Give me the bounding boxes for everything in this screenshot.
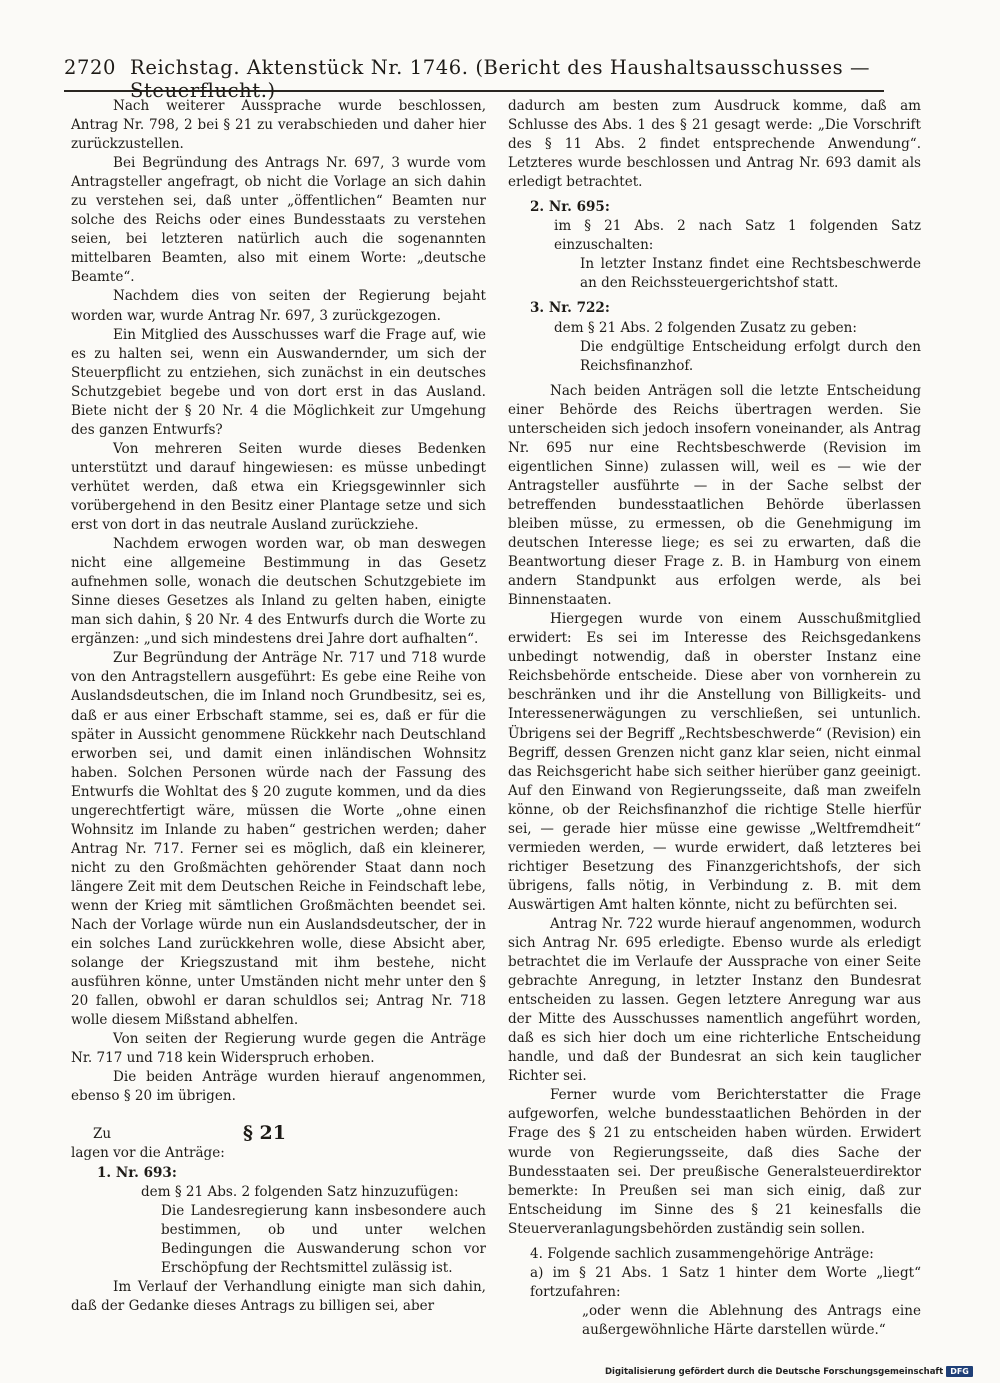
paragraph: dadurch am besten zum Ausdruck komme, daß am Schlusse des Abs. 1 des § 21 gesagt werde: „Die Vorschrift des § 11 Abs. 2 findet entsprechende Anwendung“. Letzteres wurde beschlossen und Antrag Nr. 693 damit als erledigt betrachtet.	[508, 98, 921, 191]
motion-number: 3. Nr. 722:	[530, 300, 610, 317]
list-intro: lagen vor die Anträge:	[71, 1145, 225, 1162]
motion-heading: 4. Folgende sachlich zusammengehörige Anträge:	[530, 1245, 874, 1262]
page-header	[64, 56, 884, 102]
right-column	[508, 97, 921, 1340]
section-title: § 21	[243, 1122, 286, 1145]
paragraph: Nach beiden Anträgen soll die letzte Entscheidung einer Behörde des Reichs übertragen werden. Sie unterscheiden sich jedoch insofern voneinander, als Antrag Nr. 695 nur eine Rechtsbeschwerde (Revision im eigentlichen Sinne) zulassen will, weil es — wie der Antragsteller ausführte — in der Sache selbst der betreffenden bundesstaatlichen Behörde überlassen bleiben müsse, zu ermessen, ob die Genehmigung im deutschen Interesse liege; es sei zu erwarten, daß die Beantwortung dieser Frage z. B. in Hamburg von einem andern Standpunkt aus erfolgen werde, als bei Binnenstaaten.	[508, 382, 921, 609]
credit-text: Digitalisierung gefördert durch die Deutsche Forschungsgemeinschaft	[605, 1366, 944, 1377]
paragraph: Ein Mitglied des Ausschusses warf die Frage auf, wie es zu halten sei, wenn ein Auswandernder, um sich der Steuerpflicht zu entziehen, sich zunächst in ein deutsches Schutzgebiet begebe und von dort erst in das Ausland. Biete nicht der § 20 Nr. 4 die Möglichkeit zur Umgehung des ganzen Entwurfs?	[71, 326, 486, 438]
section-heading	[71, 1106, 486, 1144]
paragraph: Nachdem dies von seiten der Regierung bejaht worden war, wurde Antrag Nr. 697, 3 zurückgezogen.	[71, 288, 486, 324]
paragraph: Im Verlauf der Verhandlung einigte man sich dahin, daß der Gedanke dieses Antrags zu billigen sei, aber	[71, 1278, 486, 1314]
section-zu: Zu	[93, 1126, 112, 1143]
paragraph: Hiergegen wurde von einem Ausschußmitglied erwidert: Es sei im Interesse des Reichsgedankens unbedingt notwendig, daß in oberster Instanz eine Reichsbehörde entscheide. Diese aber von vornherein zu beschränken und ihr die Anstellung von Billigkeits- und Interessenerwägungen zu verschließen, sei untunlich. Übrigens sei der Begriff „Rechtsbeschwerde“ (Revision) ein Begriff, dessen Grenzen nicht ganz klar seien, nicht einmal das Reichsgericht habe sich seither hierüber ganz geeinigt. Auf den Einwand von Regierungsseite, daß man zweifeln könne, ob der Reichsfinanzhof die richtige Stelle hierfür sei, — gerade hier müsse eine gewisse „Weltfremdheit“ vermieden werden, — wurde erwidert, daß letzteres bei richtiger Besetzung des Finanzgerichtshofs, der sich übrigens, falls nötig, in Verbindung z. B. mit dem Auswärtigen Amt halten könnte, nicht zu befürchten sei.	[508, 611, 921, 913]
motion-instruction: dem § 21 Abs. 2 folgenden Zusatz zu geben:	[554, 319, 857, 336]
header-title: Reichstag. Aktenstück Nr. 1746. (Bericht des Haushaltsausschusses — Steuerflucht.)	[130, 56, 871, 102]
motion-instruction: a) im § 21 Abs. 1 Satz 1 hinter dem Worte „liegt“ fortzufahren:	[530, 1264, 921, 1300]
paragraph: Die beiden Anträge wurden hierauf angenommen, ebenso § 20 im übrigen.	[71, 1069, 486, 1105]
paragraph: Zur Begründung der Anträge Nr. 717 und 718 wurde von den Antragstellern ausgeführt: Es gebe eine Reihe von Auslandsdeutschen, die im Inland noch Grundbesitz, sei es, daß er aus einer Erbschaft stamme, sei es, daß er für die später in Aussicht genommene Rückkehr nach Deutschland erworben sei, und damit einen inländischen Wohnsitz haben. Solchen Personen würde nach der Fassung des Entwurfs die Wohltat des § 20 zugute kommen, und da dies ungerechtfertigt wäre, müssen die Worte „ohne einen Wohnsitz im Inlande zu haben“ gestrichen werden; daher Antrag Nr. 717. Ferner sei es möglich, daß ein kleinerer, nicht zu den Großmächten gehörender Staat dann noch längere Zeit mit dem Deutschen Reiche in Feindschaft lebe, wenn der Krieg mit sämtlichen Großmächten beendet sei. Nach der Vorlage würde nun ein Auslandsdeutscher, der in ein solches Land zurückkehren wolle, diese Absicht aber, solange der Kriegszustand mit ihm bestehe, nicht ausführen könne, unter Umständen nicht mehr unter den § 20 fallen, obwohl er daran schuldlos sei; Antrag Nr. 718 wolle diesem Mißstand abhelfen.	[71, 650, 486, 1029]
motion-number: 1. Nr. 693:	[97, 1164, 177, 1181]
motion-text: Die endgültige Entscheidung erfolgt durch den Reichsfinanzhof.	[580, 338, 921, 374]
digitization-credit	[605, 1366, 973, 1377]
paragraph: Nach weiterer Aussprache wurde beschlossen, Antrag Nr. 798, 2 bei § 21 zu verabschieden und daher hier zurückzustellen.	[71, 98, 486, 153]
paragraph: Von seiten der Regierung wurde gegen die Anträge Nr. 717 und 718 kein Widerspruch erhoben.	[71, 1031, 486, 1067]
motion-instruction: dem § 21 Abs. 2 folgenden Satz hinzuzufügen:	[141, 1183, 459, 1200]
paragraph: Antrag Nr. 722 wurde hierauf angenommen, wodurch sich Antrag Nr. 695 erledigte. Ebenso wurde als erledigt betrachtet die im Verlaufe der Aussprache von einer Seite gebrachte Anregung, in letzter Instanz den Bundesrat entscheiden zu lassen. Gegen letztere Anregung war aus der Mitte des Ausschusses namentlich angeführt worden, daß es sich hier doch um eine richterliche Entscheidung handle, und daß der Bundesrat an sich kein tauglicher Richter sei.	[508, 915, 921, 1085]
motion-text: „oder wenn die Ablehnung des Antrags eine außergewöhnliche Härte darstellen würde.“	[582, 1302, 921, 1338]
paragraph: Nachdem erwogen worden war, ob man deswegen nicht eine allgemeine Bestimmung in das Gesetz aufnehmen solle, wonach die deutschen Schutzgebiete im Sinne dieses Gesetzes als Inland zu gelten haben, einigte man sich dahin, § 20 Nr. 4 des Entwurfs durch die Worte zu ergänzen: „und sich mindestens drei Jahre dort aufhalten“.	[71, 536, 486, 648]
motion-text: Die Landesregierung kann insbesondere auch bestimmen, ob und unter welchen Bedingungen die Auswanderung schon vor Erschöpfung der Rechtsmittel zulässig ist.	[161, 1202, 486, 1276]
paragraph: Bei Begründung des Antrags Nr. 697, 3 wurde vom Antragsteller angefragt, ob nicht die Vorlage an sich dahin zu verstehen sei, daß unter „öffentlichen“ Beamten nur solche des Reichs oder eines Bundesstaats zu verstehen seien, bei letzteren natürlich auch die sogenannten mittelbaren Beamten, also mit einem Worte: „deutsche Beamte“.	[71, 155, 486, 286]
left-column	[71, 97, 486, 1316]
paragraph: Von mehreren Seiten wurde dieses Bedenken unterstützt und darauf hingewiesen: es müsse unbedingt verhütet werden, daß etwa ein Kriegsgewinnler sich vorübergehend in den Besitz einer Plantage setze und sich erst von dort in das neutrale Ausland zurückziehe.	[71, 440, 486, 534]
dfg-logo: DFG	[946, 1366, 973, 1377]
motion-number: 2. Nr. 695:	[530, 199, 610, 216]
paragraph: Ferner wurde vom Berichterstatter die Frage aufgeworfen, welche bundesstaatlichen Behörden in der Frage des § 21 zu entscheiden haben würden. Erwidert wurde von Regierungsseite, daß dies Sache der Bundesstaaten sei. Der preußische Generalsteuerdirektor bemerkte: In Preußen sei man sich einig, daß zur Entscheidung im Sinne des § 21 keinesfalls die Steuerveranlagungsbehörden zuständig sein sollen.	[508, 1087, 921, 1237]
page-number: 2720	[64, 56, 117, 79]
motion-instruction: im § 21 Abs. 2 nach Satz 1 folgenden Satz einzuschalten:	[554, 218, 921, 254]
motion-text: In letzter Instanz findet eine Rechtsbeschwerde an den Reichssteuergerichtshof statt.	[580, 256, 921, 292]
